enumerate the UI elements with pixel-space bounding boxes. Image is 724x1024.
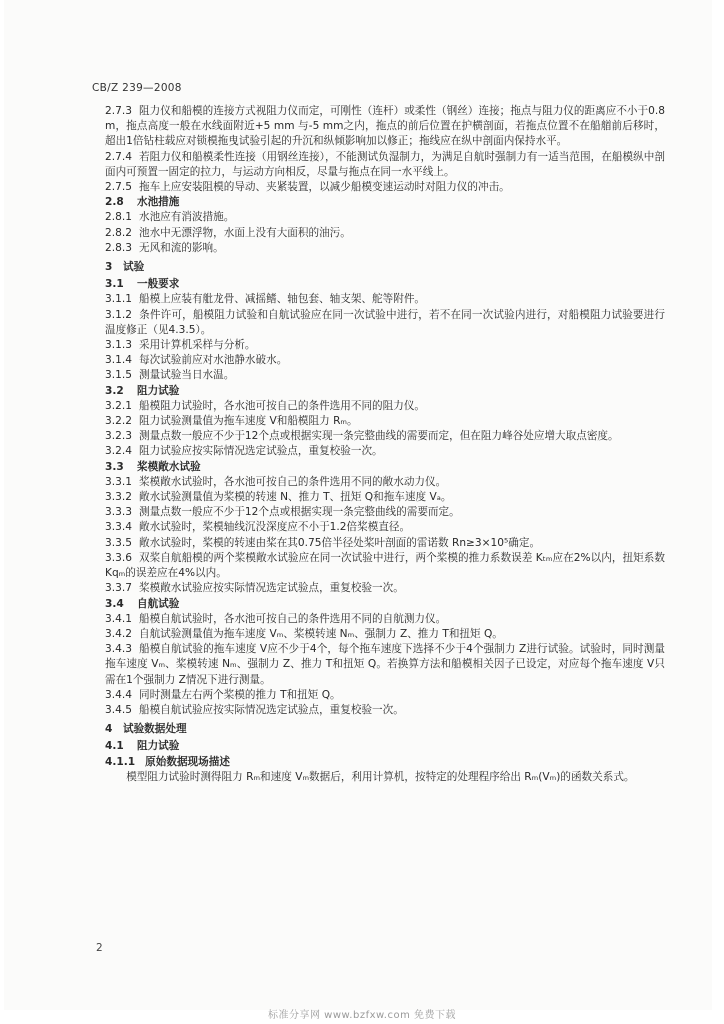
section-heading [105, 755, 665, 770]
clause-number: 3.4.2 [105, 627, 132, 640]
clause-number: 3.2.2 [105, 415, 132, 428]
clause-text: 双桨自航船模的两个桨模敞水试验应在同一次试验中进行，两个桨模的推力系数误差 Kₜₘ应在2%以内，扭矩系数 Kqₘ的误差应在4%以内。 [105, 551, 665, 580]
section-heading [105, 384, 665, 399]
clause [105, 551, 665, 581]
clause-text: 阻力试验 [137, 740, 180, 753]
clause [105, 475, 665, 490]
paragraph-text: 模型阻力试验时测得阻力 Rₘ和速度 Vₘ数据后，利用计算机，按特定的处理程序给出 Rₘ(Vₘ)的函数关系式。 [126, 770, 635, 783]
document-page [4, 0, 712, 1010]
clause-number: 2.7.4 [105, 150, 132, 163]
clause [105, 399, 665, 414]
clause-number: 2.7.3 [105, 105, 132, 117]
clause-text: 敞水试验测量值为桨模的转速 N、推力 T、扭矩 Q和拖车速度 Vₐ。 [139, 491, 452, 504]
clause [105, 444, 665, 459]
section-heading [105, 739, 665, 754]
clause-text: 船模自航试验的拖车速度 V应不少于4个，每个拖车速度下选择不少于4个强制力 Z进行试验。试验时，同时测量拖车速度 Vₘ、桨模转速 Nₘ、强制力 Z、推力 T和扭矩 Q。若换算方法和船模相关因子已设定，对应每个拖车速度 V只需在1个强制力 Z情况下进行测量。 [105, 643, 665, 686]
clause-number: 3.1.5 [105, 369, 132, 382]
clause-number: 3.2 [105, 384, 124, 397]
clause-text: 桨模敞水试验应按实际情况选定试验点，重复校验一次。 [139, 582, 404, 595]
clause-text: 水池应有消波措施。 [139, 211, 235, 224]
clause [105, 688, 665, 703]
clause [105, 581, 665, 596]
clause-number: 3.3.5 [105, 536, 132, 549]
section-heading [105, 195, 665, 210]
clause [105, 368, 665, 383]
clause [105, 308, 665, 338]
clause-number: 2.7.5 [105, 181, 132, 194]
section-heading [105, 277, 665, 292]
clause [105, 642, 665, 688]
clause [105, 292, 665, 307]
clause [105, 612, 665, 627]
clause [105, 414, 665, 429]
clause-number: 2.8.2 [105, 226, 132, 239]
clause [105, 627, 665, 642]
clause-text: 自航试验测量值为拖车速度 Vₘ、桨模转速 Nₘ、强制力 Z、推力 T和扭矩 Q。 [139, 627, 503, 640]
clause-text: 桨模敞水试验 [137, 460, 201, 473]
clause-text: 试验数据处理 [123, 723, 187, 736]
clause-number: 3.3.3 [105, 506, 132, 519]
clause-text: 池水中无漂浮物，水面上没有大面积的油污。 [139, 226, 351, 239]
clause-text: 采用计算机采样与分析。 [139, 339, 256, 352]
clause [105, 338, 665, 353]
clause-number: 3.4.5 [105, 703, 132, 716]
clause-number: 3.1.3 [105, 339, 132, 352]
clause-text: 敞水试验时，桨模轴线沉没深度应不小于1.2倍桨模直径。 [139, 521, 411, 534]
page-number: 2 [96, 942, 103, 954]
clause-text: 船模自航试验时，各水池可按自己的条件选用不同的自航测力仪。 [139, 612, 447, 625]
clause [105, 210, 665, 225]
clause-number: 4.1 [105, 740, 124, 753]
paragraph [105, 770, 665, 785]
clause-number: 3.1 [105, 278, 124, 291]
clause-text: 测量点数一般应不少于12个点或根据实现一条完整曲线的需要而定，但在阻力峰谷处应增大取点密度。 [139, 430, 619, 443]
clause-number: 3.4.4 [105, 688, 132, 701]
clause-number: 3.3.7 [105, 582, 132, 595]
section-heading [105, 460, 665, 475]
clause-text: 水池措施 [137, 196, 180, 209]
clause-number: 3.2.1 [105, 399, 132, 412]
clause [105, 150, 665, 180]
clause-text: 测量试验当日水温。 [139, 369, 235, 382]
clause-text: 船模上应装有舭龙骨、减摇鳍、轴包套、轴支架、舵等附件。 [139, 293, 426, 306]
clause-text: 同时测量左右两个桨模的推力 T和扭矩 Q。 [139, 688, 341, 701]
clause-text: 敞水试验时，桨模的转速由桨在其0.75倍半径处桨叶剖面的雷诺数 Rn≥3×10⁵确定。 [139, 536, 541, 549]
document-body [105, 104, 665, 785]
clause-number: 3.4 [105, 597, 124, 610]
clause-number: 3.1.4 [105, 354, 132, 367]
clause-text: 阻力试验测量值为拖车速度 V和船模阻力 Rₘ。 [139, 415, 358, 428]
clause [105, 226, 665, 241]
clause-number: 3.3.1 [105, 475, 132, 488]
clause-text: 阻力试验应按实际情况选定试验点，重复校验一次。 [139, 445, 383, 458]
watermark-footer: 标准分享网 www.bzfxw.com 免费下载 [268, 1010, 456, 1021]
clause-text: 条件许可，船模阻力试验和自航试验应在同一次试验中进行，若不在同一次试验内进行，对船模阻力试验要进行温度修正（见4.3.5）。 [105, 308, 665, 336]
clause-text: 阻力试验 [137, 384, 180, 397]
clause-number: 2.8 [105, 196, 124, 209]
clause [105, 241, 665, 256]
clause-number: 2.8.3 [105, 241, 132, 254]
section-heading [105, 597, 665, 612]
clause-text: 无风和流的影响。 [139, 241, 224, 254]
clause-text: 试验 [123, 261, 145, 274]
chapter-heading [105, 722, 665, 737]
clause-text: 一般要求 [137, 278, 180, 291]
clause-text: 测量点数一般应不少于12个点或根据实现一条完整曲线的需要而定。 [139, 506, 460, 519]
clause-text: 船模自航试验应按实际情况选定试验点，重复校验一次。 [139, 703, 404, 716]
clause-number: 3.3.6 [105, 551, 132, 564]
clause [105, 180, 665, 195]
clause [105, 353, 665, 368]
clause-text: 若阻力仪和船模柔性连接（用钢丝连接），不能测试负湿制力，为满足自航时强制力有一适当范围，在船模纵中剖面内可预置一固定的拉力，与运动方向相反，尽量与拖点在同一水平线上。 [105, 150, 665, 178]
clause-text: 桨模敞水试验时，各水池可按自己的条件选用不同的敞水动力仪。 [139, 475, 447, 488]
clause-number: 3.1.2 [105, 308, 132, 321]
clause-text: 船模阻力试验时，各水池可按自己的条件选用不同的阻力仪。 [139, 399, 426, 412]
clause-number: 3.4.1 [105, 612, 132, 625]
clause [105, 104, 665, 150]
clause-text: 每次试验前应对水池静水破水。 [139, 354, 288, 367]
clause-number: 3.1.1 [105, 293, 132, 306]
clause-number: 3.3 [105, 460, 124, 473]
clause-number: 3.4.3 [105, 643, 132, 656]
clause [105, 490, 665, 505]
clause-number: 4.1.1 [105, 755, 136, 768]
clause-number: 3.2.3 [105, 430, 132, 443]
clause-text: 原始数据现场描述 [145, 755, 230, 768]
clause-number: 3.3.4 [105, 521, 132, 534]
clause-number: 2.8.1 [105, 211, 132, 224]
clause-number: 3 [105, 261, 113, 274]
standard-number: CB/Z 239—2008 [92, 82, 182, 94]
chapter-heading [105, 260, 665, 275]
clause-text: 自航试验 [137, 597, 180, 610]
clause [105, 703, 665, 718]
clause-text: 阻力仪和船模的连接方式视阻力仪而定，可刚性（连杆）或柔性（钢丝）连接；拖点与阻力仪的距离应不小于0.8 m，拖点高度一般在水线面附近+5 mm 与-5 mm之内，拖点的前后位置在护横剖面，若拖点位置不在船艏前后移时，超出1倍钻柱载应对锁模拖曳试验引起的升沉和纵倾影响加以修正；拖线应在纵中剖面内保持水平。 [105, 105, 665, 148]
clause-number: 3.3.2 [105, 491, 132, 504]
clause-number: 3.2.4 [105, 445, 132, 458]
clause [105, 505, 665, 520]
clause [105, 536, 665, 551]
clause [105, 429, 665, 444]
clause-number: 4 [105, 723, 113, 736]
clause [105, 520, 665, 535]
clause-text: 拖车上应安装阻模的导动、夹紧装置，以减少船模变速运动时对阻力仪的冲击。 [139, 181, 510, 194]
